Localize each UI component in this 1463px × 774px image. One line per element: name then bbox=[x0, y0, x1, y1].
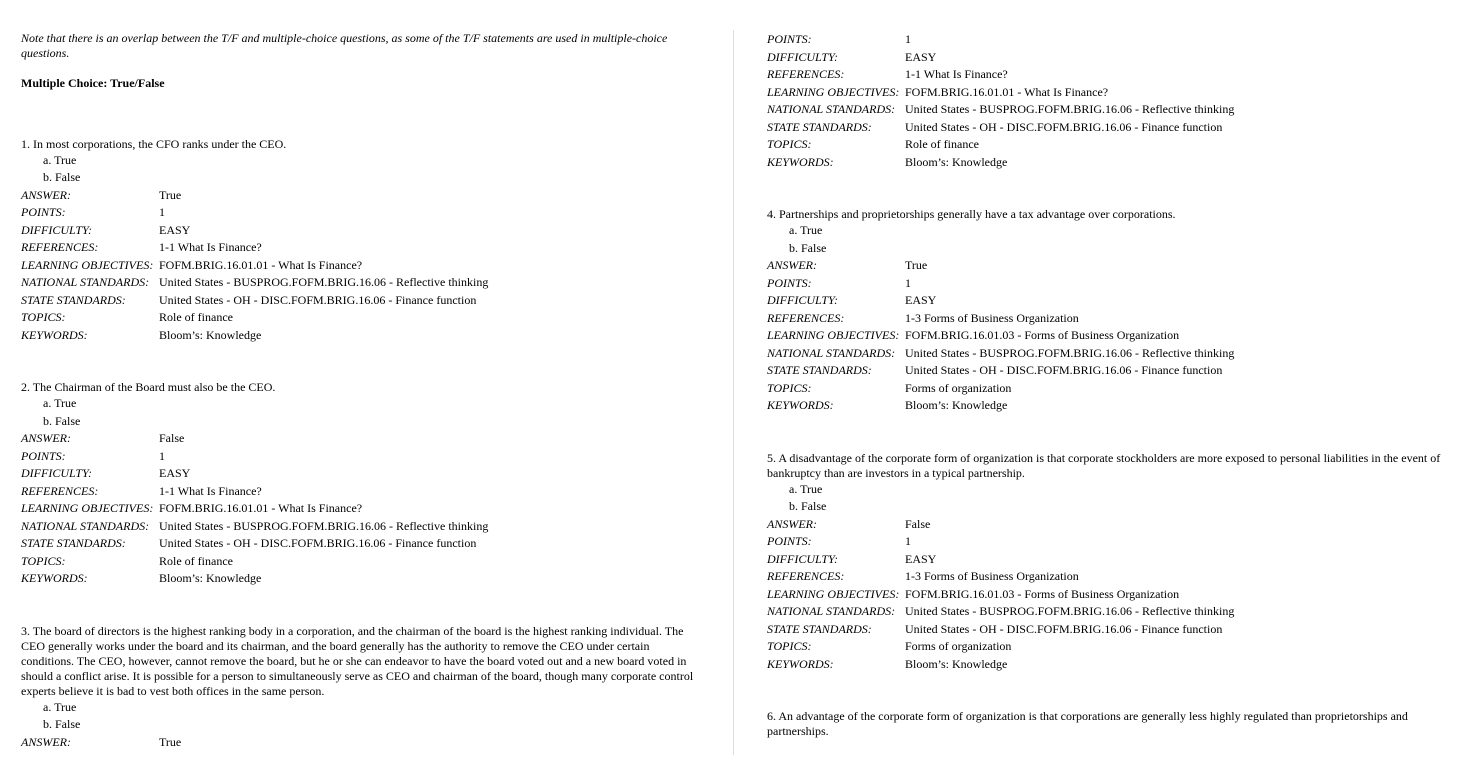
answer-row: ANSWER: True bbox=[21, 734, 182, 749]
points-row: POINTS: 1 bbox=[767, 534, 911, 548]
question-2 bbox=[21, 380, 701, 588]
answer-choices bbox=[43, 152, 701, 187]
national-standards-row: NATIONAL STANDARDS: United States - BUSPROG.FOFM.BRIG.16.06 - Reflective thinking bbox=[767, 345, 1235, 360]
answer-row: ANSWER: False bbox=[21, 431, 185, 445]
answer-choices bbox=[43, 395, 701, 430]
references-row: REFERENCES: 1-3 Forms of Business Organization bbox=[767, 569, 1079, 583]
question-text: 4. Partnerships and proprietorships generally have a tax advantage over corporations. bbox=[767, 207, 1176, 221]
question-metadata bbox=[21, 430, 701, 588]
choice-false: b. False bbox=[789, 240, 827, 255]
choice-true: a. True bbox=[789, 223, 823, 237]
question-text: 2. The Chairman of the Board must also be the CEO. bbox=[21, 380, 276, 394]
references-row: REFERENCES: 1-3 Forms of Business Organization bbox=[767, 310, 1079, 325]
national-standards-row: NATIONAL STANDARDS: United States - BUSPROG.FOFM.BRIG.16.06 - Reflective thinking bbox=[21, 275, 489, 289]
choice-true: a. True bbox=[43, 396, 77, 410]
choice-false: b. False bbox=[43, 170, 81, 184]
topics-row: TOPICS: Role of finance bbox=[767, 137, 979, 151]
answer-choices bbox=[789, 222, 1452, 257]
question-3 bbox=[21, 624, 701, 752]
state-standards-row: STATE STANDARDS: United States - OH - DISC.FOFM.BRIG.16.06 - Finance function bbox=[767, 621, 1223, 636]
column-divider bbox=[733, 30, 734, 755]
state-standards-row: STATE STANDARDS: United States - OH - DISC.FOFM.BRIG.16.06 - Finance function bbox=[21, 536, 477, 550]
question-text: 5. A disadvantage of the corporate form of organization is that corporate stockholders are more exposed to personal liabilities in the event of bankruptcy than are investors in a typical partnership. bbox=[767, 450, 1441, 480]
state-standards-row: STATE STANDARDS: United States - OH - DISC.FOFM.BRIG.16.06 - Finance function bbox=[767, 119, 1223, 134]
question-text: 3. The board of directors is the highest ranking body in a corporation, and the chairman of the board is the highest ranking individual. The CEO generally works under the board and its chairman, and the board generally has the authority to remove the CEO under certain conditions. The CEO, however, cannot remove the board, but he or she can endeavor to have the board voted out and a new board voted in should a conflict arise. It is possible for a person to simultaneously serve as CEO and chairman of the board, though many corporate control experts believe it is bad to vest both offices in the same person. bbox=[21, 623, 694, 698]
difficulty-row: DIFFICULTY: EASY bbox=[21, 466, 191, 480]
question-text: 6. An advantage of the corporate form of organization is that corporations are generally less highly regulated than proprietorships and partnerships. bbox=[767, 709, 1408, 738]
section-heading: Multiple Choice: True/False bbox=[21, 76, 165, 90]
topics-row: TOPICS: Forms of organization bbox=[767, 380, 1012, 395]
state-standards-row: STATE STANDARDS: United States - OH - DISC.FOFM.BRIG.16.06 - Finance function bbox=[21, 292, 477, 307]
learning-objectives-row: LEARNING OBJECTIVES: FOFM.BRIG.16.01.01 - What Is Finance? bbox=[767, 84, 1109, 99]
topics-row: TOPICS: Role of finance bbox=[21, 553, 233, 568]
question-text: 1. In most corporations, the CFO ranks under the CEO. bbox=[21, 136, 287, 151]
overlap-note: Note that there is an overlap between the T/F and multiple-choice questions, as some of the T/F statements are used in multiple-choice questions. bbox=[21, 31, 668, 60]
learning-objectives-row: LEARNING OBJECTIVES: FOFM.BRIG.16.01.03 - Forms of Business Organization bbox=[767, 586, 1180, 601]
difficulty-row: DIFFICULTY: EASY bbox=[21, 222, 191, 237]
keywords-row: KEYWORDS: Bloom’s: Knowledge bbox=[767, 154, 1008, 169]
question-6 bbox=[767, 709, 1452, 739]
keywords-row: KEYWORDS: Bloom’s: Knowledge bbox=[21, 327, 262, 342]
choice-false: b. False bbox=[789, 499, 827, 513]
answer-row: ANSWER: True bbox=[767, 258, 928, 272]
choice-true: a. True bbox=[43, 699, 77, 714]
question-metadata bbox=[767, 516, 1452, 674]
points-row: POINTS: 1 bbox=[767, 275, 911, 290]
left-column bbox=[21, 29, 701, 751]
choice-true: a. True bbox=[43, 152, 77, 167]
topics-row: TOPICS: Role of finance bbox=[21, 310, 233, 324]
difficulty-row: DIFFICULTY: EASY bbox=[767, 293, 937, 307]
question-metadata bbox=[21, 734, 701, 752]
answer-row: ANSWER: False bbox=[767, 516, 931, 531]
question-3-metadata-continued bbox=[767, 31, 1452, 171]
right-column bbox=[767, 31, 1452, 739]
question-4 bbox=[767, 207, 1452, 415]
answer-choices bbox=[789, 481, 1452, 516]
points-row: POINTS: 1 bbox=[21, 205, 165, 219]
difficulty-row: DIFFICULTY: EASY bbox=[767, 551, 937, 566]
references-row: REFERENCES: 1-1 What Is Finance? bbox=[21, 240, 262, 254]
question-1 bbox=[21, 137, 701, 345]
keywords-row: KEYWORDS: Bloom’s: Knowledge bbox=[767, 656, 1008, 671]
points-row: POINTS: 1 bbox=[21, 448, 165, 463]
learning-objectives-row: LEARNING OBJECTIVES: FOFM.BRIG.16.01.01 - What Is Finance? bbox=[21, 501, 363, 515]
national-standards-row: NATIONAL STANDARDS: United States - BUSPROG.FOFM.BRIG.16.06 - Reflective thinking bbox=[767, 102, 1235, 116]
topics-row: TOPICS: Forms of organization bbox=[767, 639, 1012, 653]
state-standards-row: STATE STANDARDS: United States - OH - DISC.FOFM.BRIG.16.06 - Finance function bbox=[767, 363, 1223, 377]
learning-objectives-row: LEARNING OBJECTIVES: FOFM.BRIG.16.01.03 - Forms of Business Organization bbox=[767, 328, 1180, 342]
choice-false: b. False bbox=[43, 413, 81, 428]
national-standards-row: NATIONAL STANDARDS: United States - BUSPROG.FOFM.BRIG.16.06 - Reflective thinking bbox=[21, 518, 489, 533]
references-row: REFERENCES: 1-1 What Is Finance? bbox=[21, 483, 262, 498]
question-metadata bbox=[21, 187, 701, 345]
question-metadata bbox=[767, 257, 1452, 415]
answer-row: ANSWER: True bbox=[21, 187, 182, 202]
difficulty-row: DIFFICULTY: EASY bbox=[767, 49, 937, 64]
keywords-row: KEYWORDS: Bloom’s: Knowledge bbox=[767, 398, 1008, 412]
choice-false: b. False bbox=[43, 717, 81, 731]
choice-true: a. True bbox=[789, 481, 823, 496]
national-standards-row: NATIONAL STANDARDS: United States - BUSPROG.FOFM.BRIG.16.06 - Reflective thinking bbox=[767, 604, 1235, 618]
references-row: REFERENCES: 1-1 What Is Finance? bbox=[767, 67, 1008, 81]
points-row: POINTS: 1 bbox=[767, 32, 911, 46]
question-5 bbox=[767, 451, 1452, 674]
learning-objectives-row: LEARNING OBJECTIVES: FOFM.BRIG.16.01.01 - What Is Finance? bbox=[21, 257, 363, 272]
answer-choices bbox=[43, 699, 701, 734]
keywords-row: KEYWORDS: Bloom’s: Knowledge bbox=[21, 571, 262, 585]
